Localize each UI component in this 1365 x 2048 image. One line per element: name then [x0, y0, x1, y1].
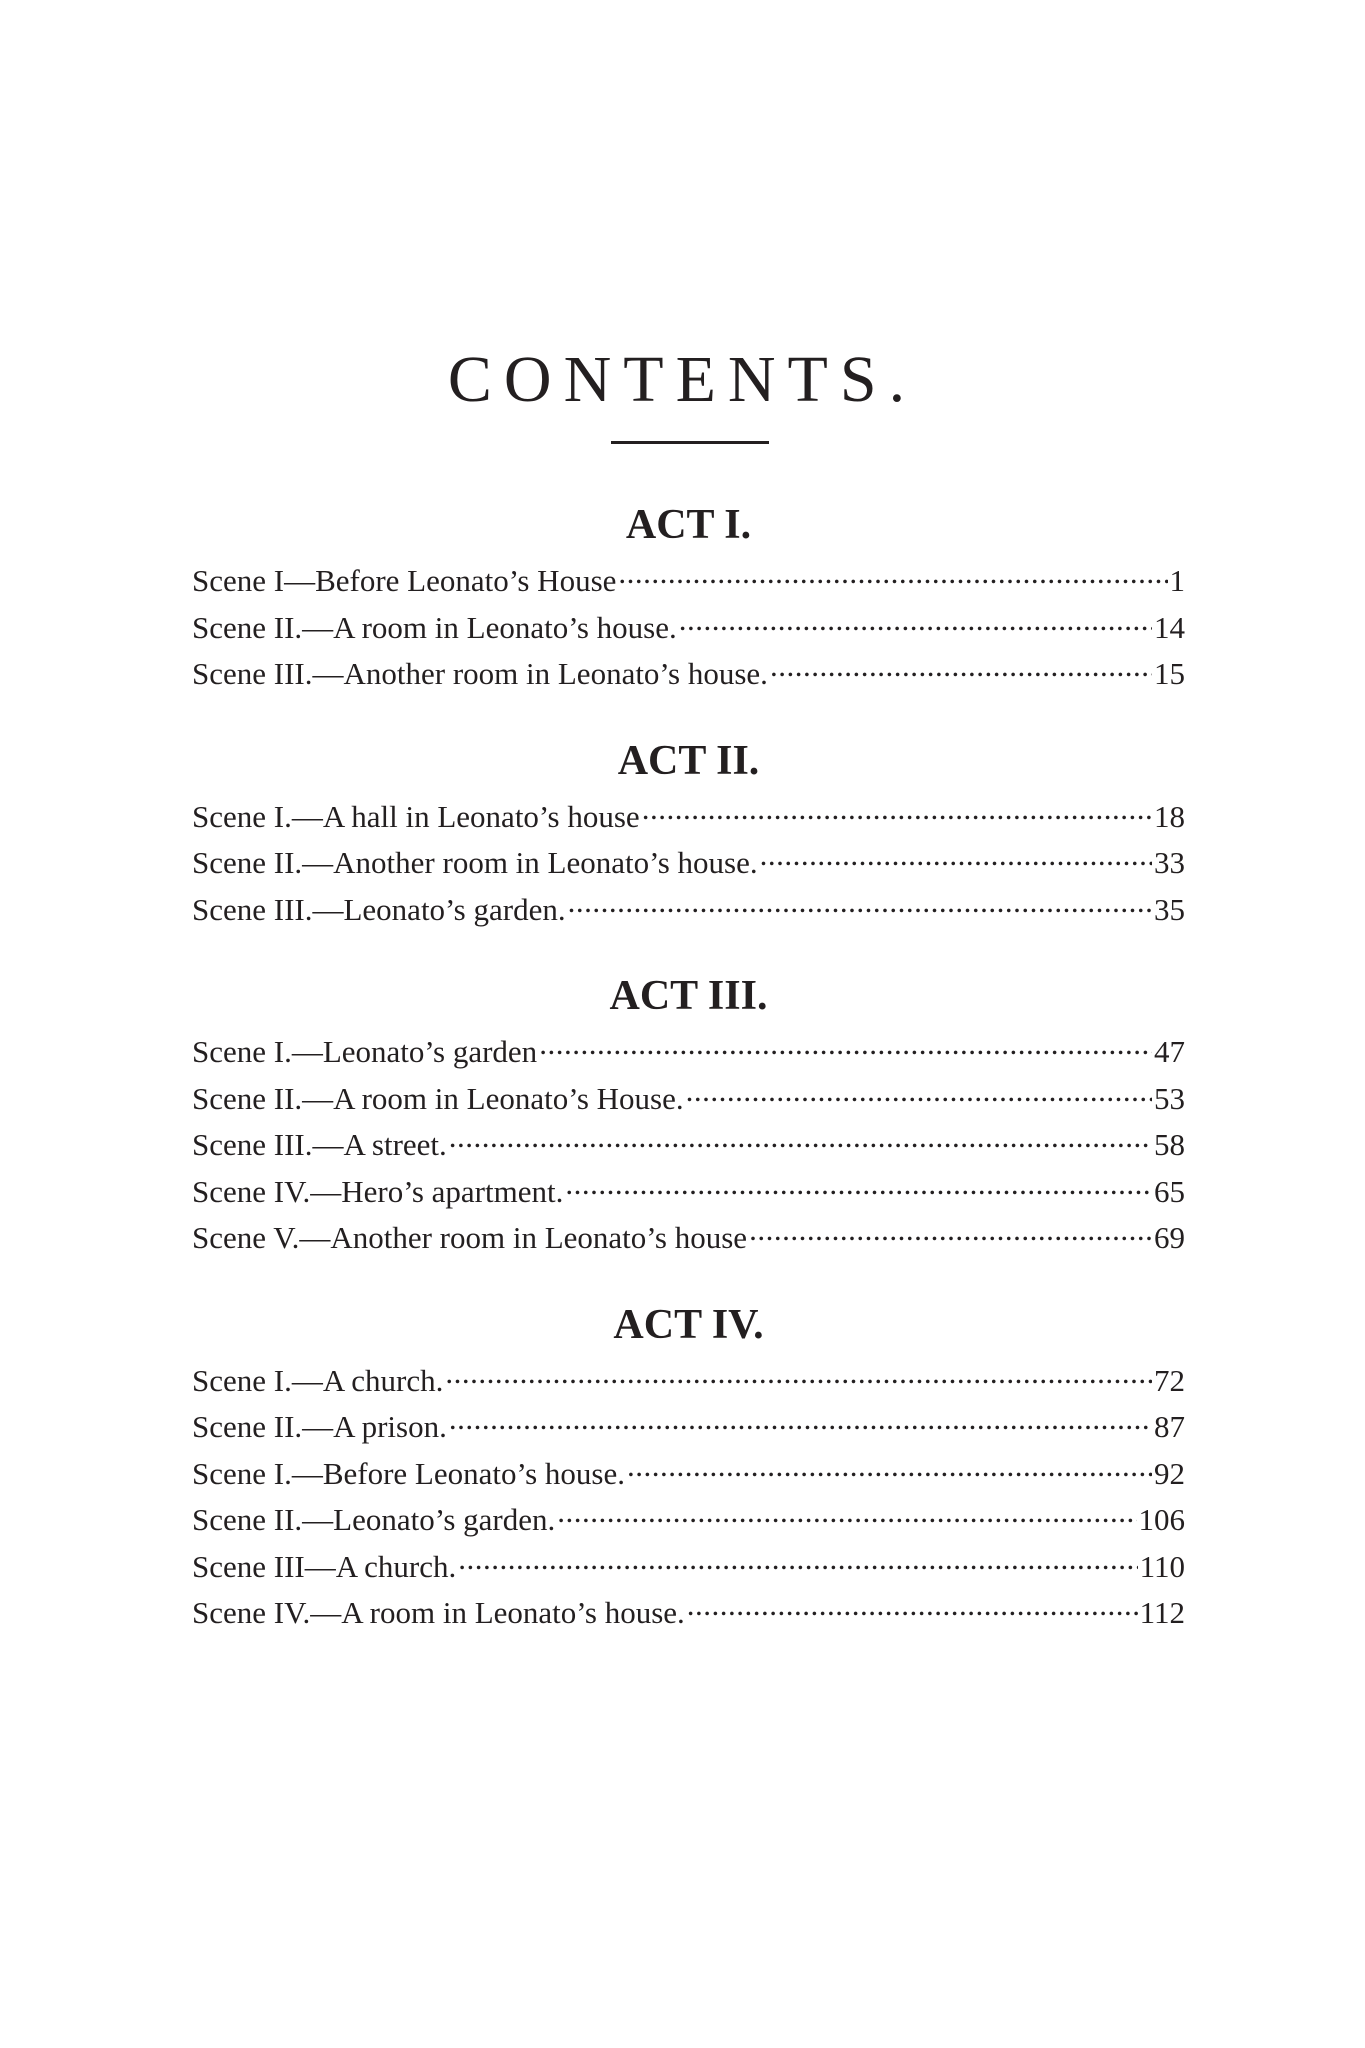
toc-entry[interactable] — [192, 1169, 1185, 1216]
scene-label: Scene IV.—Hero’s apartment. — [192, 1173, 564, 1209]
toc-entry[interactable] — [192, 1497, 1185, 1544]
dot-leader — [760, 842, 1152, 873]
toc-entry[interactable] — [192, 1451, 1185, 1498]
scene-label: Scene III.—A street. — [192, 1127, 447, 1162]
dot-leader — [770, 653, 1152, 684]
act-heading: ACT IV. — [613, 1301, 764, 1348]
dot-leader — [749, 1217, 1152, 1248]
toc-entry[interactable] — [192, 1122, 1185, 1169]
page-number: 92 — [1154, 1455, 1185, 1491]
dot-leader — [449, 1124, 1152, 1155]
scene-label: Scene I—Before Leonato’s House — [192, 563, 617, 598]
page-number: 1 — [1169, 563, 1185, 598]
act-section — [192, 728, 1185, 934]
table-of-contents — [192, 492, 1185, 1637]
act-section — [192, 963, 1185, 1262]
page-number: 110 — [1139, 1548, 1185, 1584]
page-title: CONTENTS. — [447, 343, 918, 416]
dot-leader — [568, 889, 1152, 920]
page-number: 15 — [1154, 656, 1185, 691]
dot-leader — [679, 607, 1152, 638]
dot-leader — [627, 1453, 1152, 1484]
page-number: 87 — [1154, 1409, 1185, 1444]
dot-leader — [449, 1406, 1152, 1437]
toc-entry[interactable] — [192, 1215, 1185, 1262]
scene-label: Scene II.—A prison. — [192, 1409, 447, 1444]
page-number: 35 — [1154, 891, 1185, 927]
toc-entry[interactable] — [192, 887, 1185, 934]
scene-label: Scene I.—Before Leonato’s house. — [192, 1455, 626, 1491]
dot-leader — [565, 1171, 1152, 1202]
toc-entry[interactable] — [192, 1590, 1185, 1637]
page-number: 53 — [1154, 1080, 1185, 1116]
act-section — [192, 492, 1185, 698]
dot-leader — [557, 1499, 1136, 1530]
toc-entry[interactable] — [192, 558, 1185, 605]
dot-leader — [686, 1078, 1152, 1109]
act-section — [192, 1292, 1185, 1637]
dot-leader — [445, 1360, 1152, 1391]
page-number: 18 — [1154, 798, 1185, 834]
page-number: 58 — [1154, 1127, 1185, 1162]
scene-label: Scene II.—A room in Leonato’s House. — [192, 1080, 684, 1116]
toc-entry[interactable] — [192, 1358, 1185, 1405]
scene-label: Scene I.—Leonato’s garden — [192, 1034, 538, 1069]
toc-entry[interactable] — [192, 1544, 1185, 1591]
toc-entry[interactable] — [192, 651, 1185, 698]
scene-label: Scene II.—Leonato’s garden. — [192, 1502, 556, 1537]
scene-label: Scene V.—Another room in Leonato’s house — [192, 1220, 748, 1255]
dot-leader — [642, 796, 1152, 827]
toc-entry[interactable] — [192, 1404, 1185, 1451]
scene-label: Scene III.—Leonato’s garden. — [192, 891, 566, 927]
scene-label: Scene IV.—A room in Leonato’s house. — [192, 1595, 685, 1630]
dot-leader — [618, 560, 1167, 591]
page-number: 112 — [1139, 1595, 1185, 1630]
toc-entry[interactable] — [192, 794, 1185, 841]
toc-entry[interactable] — [192, 840, 1185, 887]
dot-leader — [687, 1592, 1138, 1623]
title-divider — [611, 441, 769, 444]
toc-entry[interactable] — [192, 1076, 1185, 1123]
page-number: 72 — [1154, 1362, 1185, 1398]
page-number: 106 — [1138, 1502, 1185, 1537]
scene-label: Scene I.—A hall in Leonato’s house — [192, 798, 640, 834]
dot-leader — [539, 1031, 1152, 1062]
page-number: 69 — [1154, 1220, 1185, 1255]
scene-label: Scene I.—A church. — [192, 1362, 444, 1398]
toc-entry[interactable] — [192, 605, 1185, 652]
page-number: 47 — [1154, 1034, 1185, 1069]
act-heading: ACT I. — [625, 502, 752, 548]
scene-label: Scene III.—Another room in Leonato’s house. — [192, 656, 768, 691]
page-number: 14 — [1154, 609, 1185, 645]
act-heading: ACT II. — [617, 737, 760, 784]
toc-entry[interactable] — [192, 1029, 1185, 1076]
page-number: 65 — [1154, 1173, 1185, 1209]
scene-label: Scene II.—Another room in Leonato’s house. — [192, 845, 758, 880]
dot-leader — [458, 1546, 1137, 1577]
page-number: 33 — [1154, 845, 1185, 880]
act-heading: ACT III. — [609, 973, 768, 1019]
scene-label: Scene III—A church. — [192, 1548, 457, 1584]
scene-label: Scene II.—A room in Leonato’s house. — [192, 609, 677, 645]
